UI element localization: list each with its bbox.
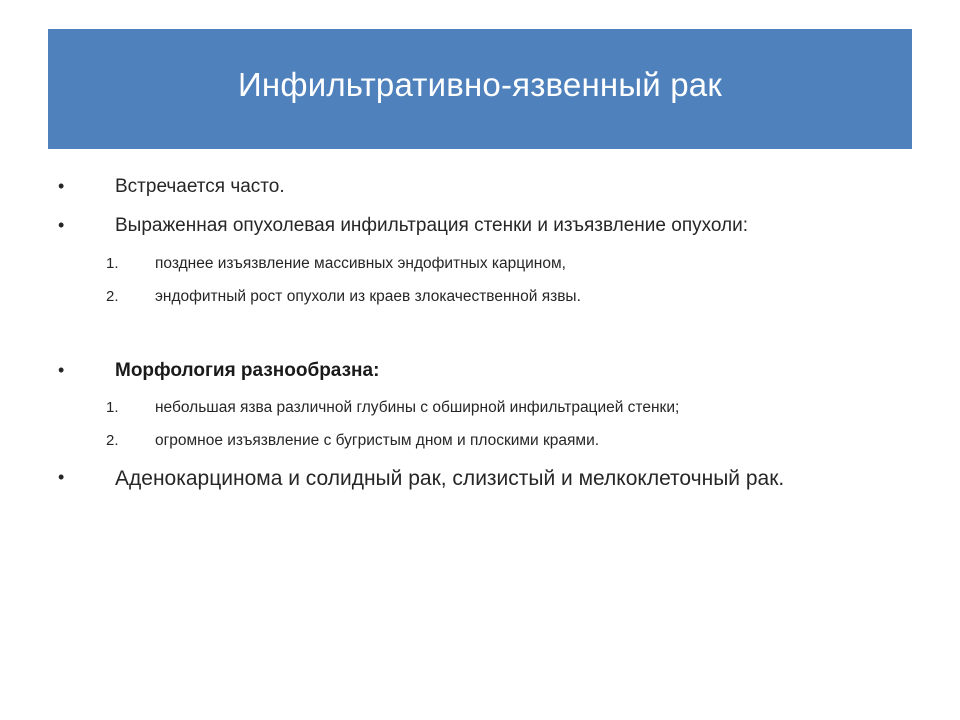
item-number: 1. — [106, 255, 119, 272]
bullet-text: Выраженная опухолевая инфильтрация стенки и изъязвление опухоли: — [115, 215, 749, 236]
bullet-glyph: • — [58, 215, 65, 235]
numbered-text: небольшая язва различной глубины с обширной инфильтрацией стенки; — [155, 399, 680, 416]
numbered-text: огромное изъязвление с бугристым дном и плоскими краями. — [155, 432, 600, 449]
numbered-text: эндофитный рост опухоли из краев злокачественной язвы. — [155, 288, 581, 305]
bullet-text-bold: Морфология разнообразна: — [115, 360, 380, 381]
item-number: 1. — [106, 399, 119, 416]
bullet-glyph: • — [58, 360, 65, 380]
bullet-glyph: • — [58, 467, 65, 487]
item-number: 2. — [106, 288, 119, 305]
bullet-text: Аденокарцинома и солидный рак, слизистый и мелкоклеточный рак. — [115, 467, 785, 490]
item-number: 2. — [106, 432, 119, 449]
slide-title: Инфильтративно-язвенный рак — [238, 66, 722, 103]
numbered-text: позднее изъязвление массивных эндофитных карцином, — [155, 255, 566, 272]
bullet-glyph: • — [58, 176, 65, 196]
bullet-text: Встречается часто. — [115, 176, 285, 197]
